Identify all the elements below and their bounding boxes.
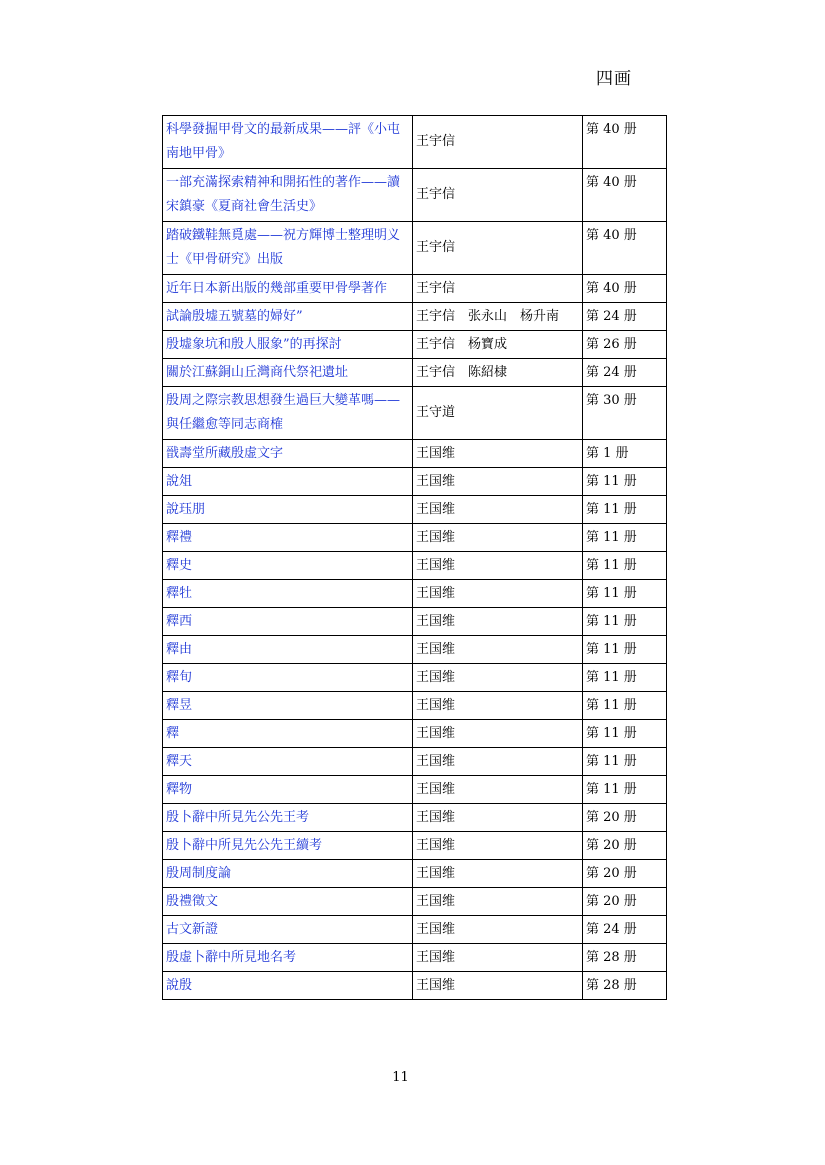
article-title-cell: 古文新證 (163, 916, 413, 944)
volume-cell: 第 20 册 (583, 888, 667, 916)
article-title-cell: 釋由 (163, 636, 413, 664)
author-cell: 王宇信 张永山 杨升南 (413, 303, 583, 331)
table-row (163, 720, 667, 748)
volume-cell: 第 40 册 (583, 169, 667, 222)
volume-cell: 第 40 册 (583, 222, 667, 275)
table-row (163, 944, 667, 972)
article-title-cell: 釋天 (163, 748, 413, 776)
volume-cell: 第 11 册 (583, 776, 667, 804)
volume-cell: 第 20 册 (583, 804, 667, 832)
author-cell: 王国维 (413, 608, 583, 636)
author-cell: 王国维 (413, 748, 583, 776)
table-row (163, 888, 667, 916)
table-row (163, 303, 667, 331)
author-cell: 王国维 (413, 524, 583, 552)
author-cell: 王守道 (413, 387, 583, 440)
volume-cell: 第 20 册 (583, 832, 667, 860)
author-cell: 王国维 (413, 860, 583, 888)
article-title-cell: 釋物 (163, 776, 413, 804)
table-row (163, 972, 667, 1000)
article-title-cell: 釋禮 (163, 524, 413, 552)
table-row (163, 804, 667, 832)
volume-cell: 第 24 册 (583, 916, 667, 944)
author-cell: 王宇信 (413, 222, 583, 275)
author-cell: 王国维 (413, 692, 583, 720)
table-row (163, 359, 667, 387)
index-table (162, 115, 667, 1000)
table-row (163, 608, 667, 636)
author-cell: 王宇信 杨寶成 (413, 331, 583, 359)
volume-cell: 第 30 册 (583, 387, 667, 440)
table-row (163, 116, 667, 169)
table-row (163, 468, 667, 496)
author-cell: 王国维 (413, 944, 583, 972)
volume-cell: 第 24 册 (583, 303, 667, 331)
table-row (163, 331, 667, 359)
article-title-cell: 戩壽堂所藏殷虚文字 (163, 440, 413, 468)
volume-cell: 第 28 册 (583, 972, 667, 1000)
author-cell: 王宇信 (413, 116, 583, 169)
author-cell: 王宇信 陈紹棣 (413, 359, 583, 387)
volume-cell: 第 11 册 (583, 580, 667, 608)
volume-cell: 第 26 册 (583, 331, 667, 359)
table-row (163, 387, 667, 440)
volume-cell: 第 11 册 (583, 720, 667, 748)
index-table-body (163, 116, 667, 1000)
article-title-cell: 關於江蘇銅山丘灣商代祭祀遺址 (163, 359, 413, 387)
volume-cell: 第 11 册 (583, 692, 667, 720)
table-row (163, 580, 667, 608)
table-row (163, 664, 667, 692)
article-title-cell: 殷卜辭中所見先公先王考 (163, 804, 413, 832)
volume-cell: 第 11 册 (583, 608, 667, 636)
table-row (163, 636, 667, 664)
article-title-cell: 踏破鐵鞋無覓處——祝方輝博士整理明义士《甲骨研究》出版 (163, 222, 413, 275)
table-row (163, 222, 667, 275)
article-title-cell: 殷禮徵文 (163, 888, 413, 916)
article-title-cell: 試論殷墟五號墓的婦好” (163, 303, 413, 331)
table-row (163, 748, 667, 776)
author-cell: 王国维 (413, 776, 583, 804)
table-row (163, 552, 667, 580)
article-title-cell: 殷虚卜辭中所見地名考 (163, 944, 413, 972)
table-row (163, 860, 667, 888)
author-cell: 王国维 (413, 804, 583, 832)
volume-cell: 第 1 册 (583, 440, 667, 468)
article-title-cell: 釋西 (163, 608, 413, 636)
article-title-cell: 釋旬 (163, 664, 413, 692)
table-row (163, 169, 667, 222)
author-cell: 王国维 (413, 916, 583, 944)
volume-cell: 第 11 册 (583, 552, 667, 580)
author-cell: 王国维 (413, 552, 583, 580)
author-cell: 王国维 (413, 720, 583, 748)
author-cell: 王国维 (413, 972, 583, 1000)
article-title-cell: 釋 (163, 720, 413, 748)
author-cell: 王宇信 (413, 169, 583, 222)
author-cell: 王国维 (413, 636, 583, 664)
table-row (163, 692, 667, 720)
article-title-cell: 近年日本新出版的幾部重要甲骨學著作 (163, 275, 413, 303)
author-cell: 王宇信 (413, 275, 583, 303)
volume-cell: 第 11 册 (583, 748, 667, 776)
volume-cell: 第 40 册 (583, 116, 667, 169)
article-title-cell: 釋昱 (163, 692, 413, 720)
author-cell: 王国维 (413, 664, 583, 692)
table-row (163, 832, 667, 860)
volume-cell: 第 11 册 (583, 664, 667, 692)
table-row (163, 776, 667, 804)
author-cell: 王国维 (413, 440, 583, 468)
table-row (163, 496, 667, 524)
article-title-cell: 說俎 (163, 468, 413, 496)
volume-cell: 第 28 册 (583, 944, 667, 972)
article-title-cell: 釋史 (163, 552, 413, 580)
section-heading: 四画 (596, 69, 632, 89)
article-title-cell: 說殷 (163, 972, 413, 1000)
article-title-cell: 說珏朋 (163, 496, 413, 524)
volume-cell: 第 20 册 (583, 860, 667, 888)
volume-cell: 第 11 册 (583, 636, 667, 664)
volume-cell: 第 11 册 (583, 524, 667, 552)
article-title-cell: 殷卜辭中所見先公先王續考 (163, 832, 413, 860)
table-row (163, 524, 667, 552)
volume-cell: 第 40 册 (583, 275, 667, 303)
article-title-cell: 科學發掘甲骨文的最新成果——評《小屯南地甲骨》 (163, 116, 413, 169)
article-title-cell: 釋牡 (163, 580, 413, 608)
volume-cell: 第 24 册 (583, 359, 667, 387)
author-cell: 王国维 (413, 468, 583, 496)
author-cell: 王国维 (413, 888, 583, 916)
author-cell: 王国维 (413, 832, 583, 860)
table-row (163, 916, 667, 944)
article-title-cell: 一部充滿探索精神和開拓性的著作——讀宋鎮豪《夏商社會生活史》 (163, 169, 413, 222)
article-title-cell: 殷周之際宗教思想發生過巨大變革嗎——與任繼愈等同志商榷 (163, 387, 413, 440)
table-row (163, 275, 667, 303)
author-cell: 王国维 (413, 496, 583, 524)
volume-cell: 第 11 册 (583, 468, 667, 496)
article-title-cell: 殷墟象坑和殷人服象”的再探討 (163, 331, 413, 359)
page-number: 11 (392, 1070, 409, 1085)
article-title-cell: 殷周制度論 (163, 860, 413, 888)
author-cell: 王国维 (413, 580, 583, 608)
volume-cell: 第 11 册 (583, 496, 667, 524)
table-row (163, 440, 667, 468)
